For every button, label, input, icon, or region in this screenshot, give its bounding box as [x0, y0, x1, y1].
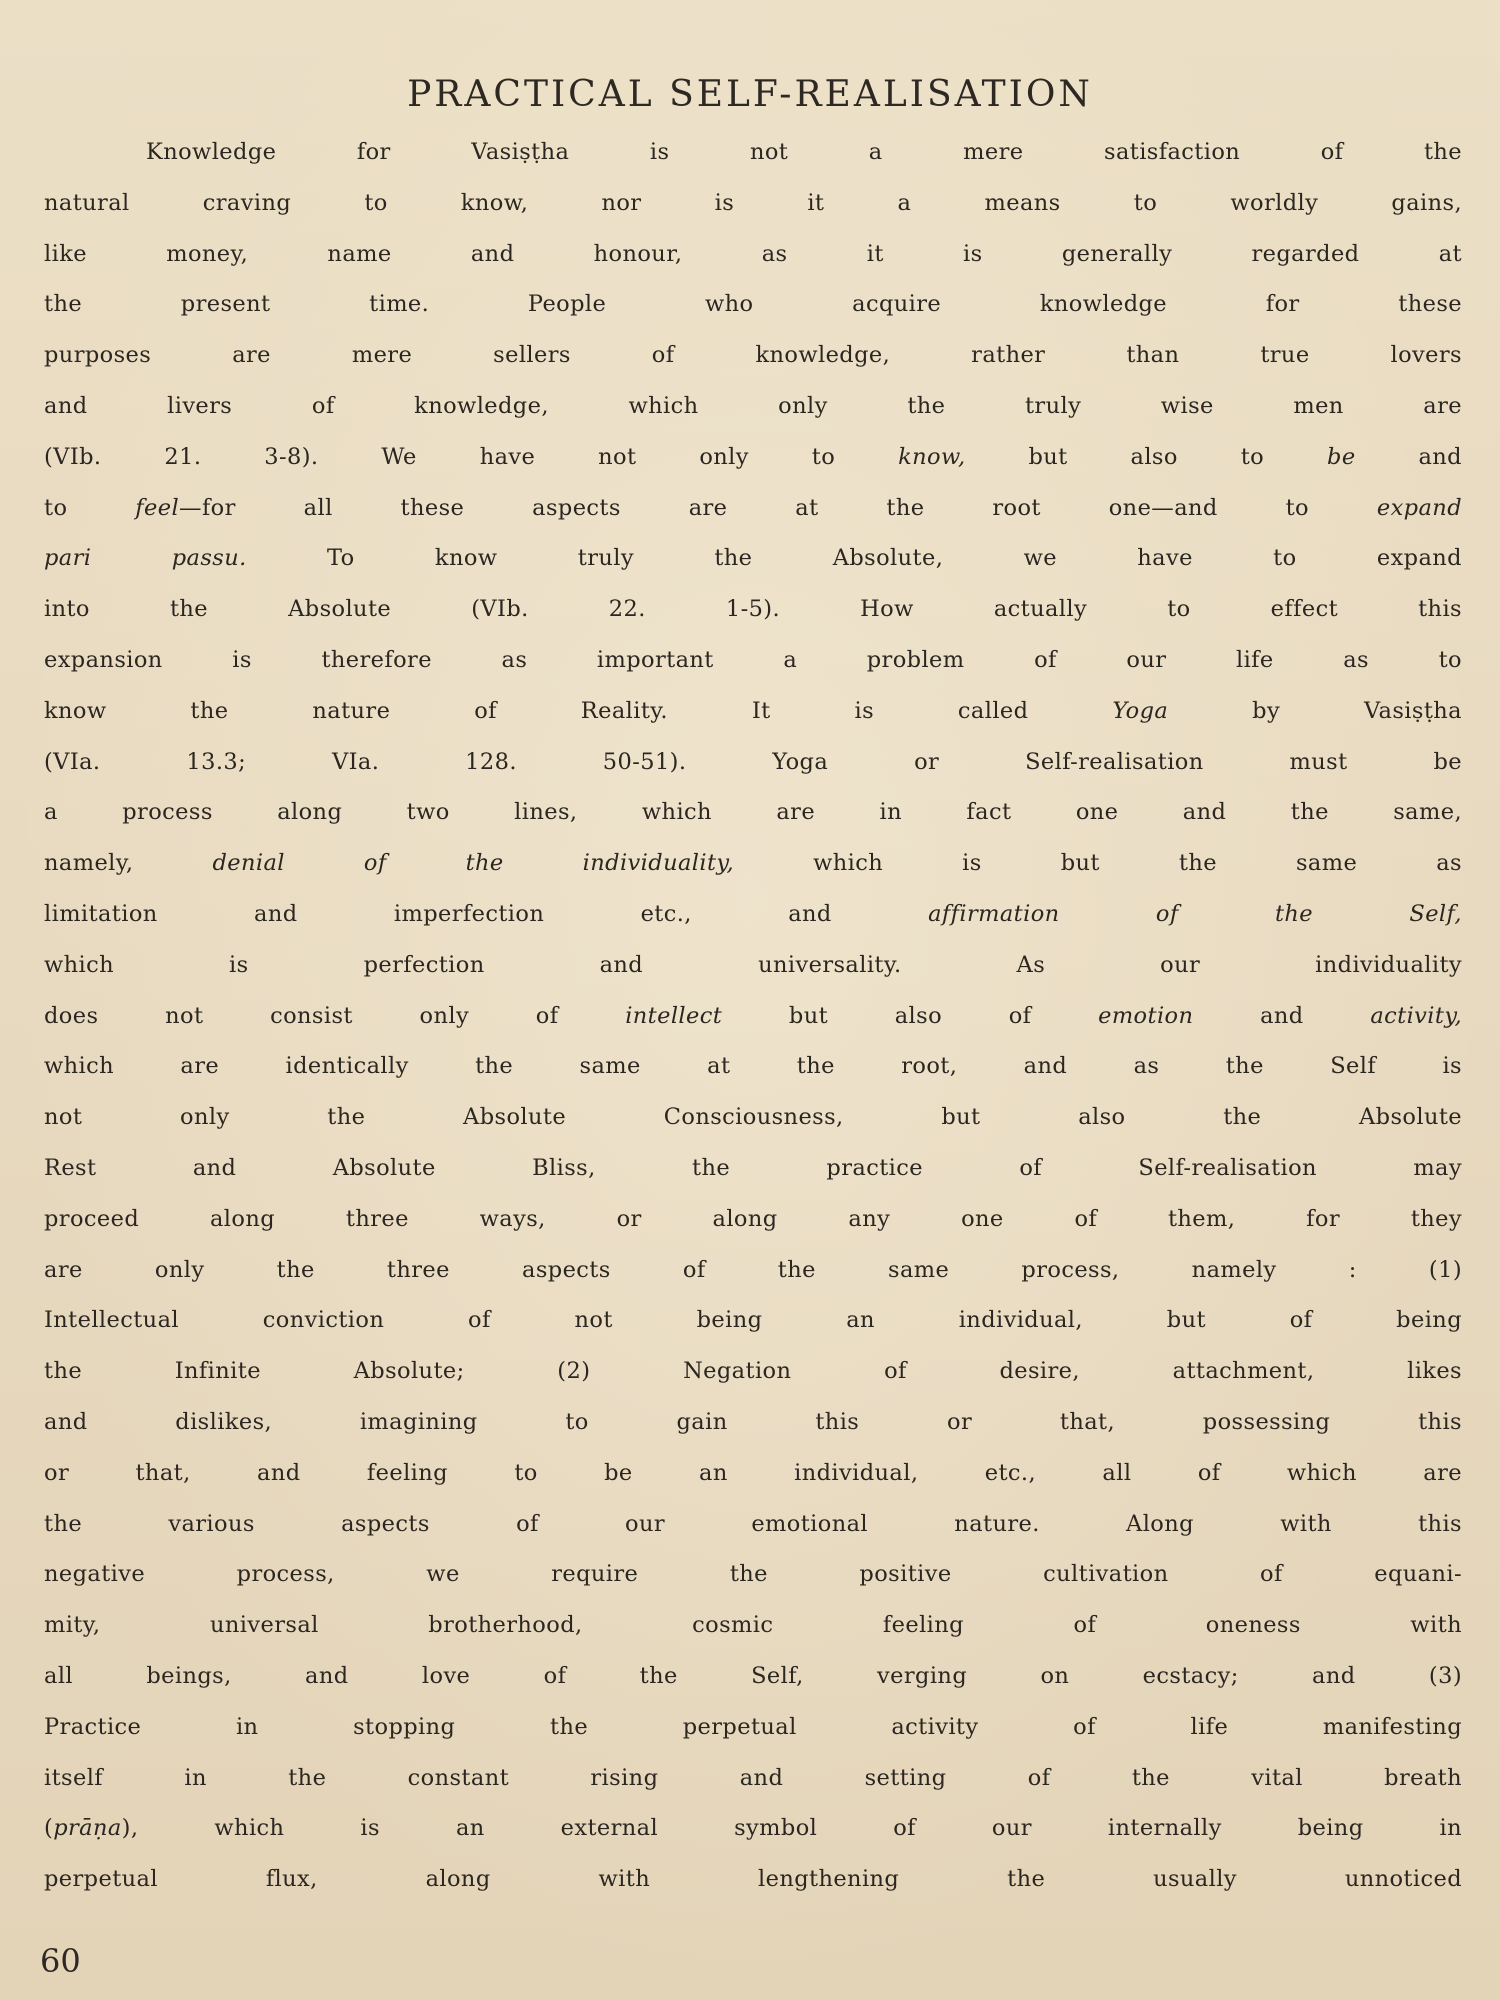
text-line: [44, 1549, 1462, 1600]
text-run: are only the three aspects of the same process, namely : (1): [44, 1256, 1462, 1283]
italic-term: emotion: [1098, 1002, 1194, 1029]
text-line: [44, 330, 1462, 381]
text-run: mity, universal brotherhood, cosmic feeling of oneness with: [44, 1612, 1462, 1639]
text-run: and: [1193, 1002, 1371, 1029]
text-run: but also of: [722, 1002, 1099, 1029]
text-run: and livers of knowledge, which only the truly wise men are: [44, 392, 1462, 419]
text-line: [44, 1143, 1462, 1194]
text-line: [44, 1702, 1462, 1753]
text-run: (VIa. 13.3; VIa. 128. 50-51). Yoga or Self-realisation must be: [44, 748, 1462, 775]
text-line: [44, 1245, 1462, 1296]
text-line: [44, 584, 1462, 635]
text-run: Rest and Absolute Bliss, the practice of Self-realisation may: [44, 1154, 1462, 1181]
italic-term: affirmation of the Self,: [928, 900, 1462, 927]
text-line: [44, 1397, 1462, 1448]
page-number: 60: [40, 1942, 81, 1980]
text-line: [44, 1092, 1462, 1143]
text-line: [44, 1753, 1462, 1804]
text-line: [44, 1448, 1462, 1499]
text-run: does not consist only of: [44, 1002, 626, 1029]
text-line: [44, 127, 1462, 178]
italic-term: pari passu.: [44, 545, 247, 572]
text-run: all beings, and love of the Self, verging on ecstacy; and (3): [44, 1662, 1462, 1689]
italic-term: Yoga: [1112, 697, 1169, 724]
text-line: [44, 1600, 1462, 1651]
text-run: Knowledge for Vasiṣṭha is not a mere satisfaction of the: [146, 139, 1462, 165]
text-run: the present time. People who acquire knowledge for these: [44, 291, 1462, 318]
text-line: [44, 533, 1462, 584]
text-run: into the Absolute (VIb. 22. 1-5). How actually to effect this: [44, 596, 1462, 623]
text-line: [44, 737, 1462, 788]
text-run: negative process, we require the positive cultivation of equani-: [44, 1561, 1462, 1588]
italic-term: activity,: [1370, 1002, 1462, 1029]
text-run: limitation and imperfection etc., and: [44, 900, 929, 927]
text-line: [44, 889, 1462, 940]
text-line: [44, 1295, 1462, 1346]
italic-term: denial of the individuality,: [212, 850, 735, 877]
running-header: PRACTICAL SELF-REALISATION: [407, 74, 1093, 115]
text-run: not only the Absolute Consciousness, but also the Absolute: [44, 1104, 1462, 1131]
text-run: (VIb. 21. 3-8). We have not only to: [44, 443, 899, 470]
italic-term: expand: [1376, 494, 1462, 521]
text-run: which is perfection and universality. As our individuality: [44, 951, 1462, 978]
text-run: the various aspects of our emotional nature. Along with this: [44, 1510, 1462, 1537]
text-line: [44, 1499, 1462, 1550]
text-line: [44, 381, 1462, 432]
text-line: [44, 940, 1462, 991]
text-line: [44, 1346, 1462, 1397]
italic-term: prāṇa: [53, 1815, 122, 1842]
text-line: [44, 686, 1462, 737]
text-run: perpetual flux, along with lengthening the usually unnoticed: [44, 1866, 1462, 1893]
text-run: and dislikes, imagining to gain this or that, possessing this: [44, 1408, 1462, 1435]
text-run: purposes are mere sellers of knowledge, rather than true lovers: [44, 342, 1462, 369]
italic-term: feel: [135, 494, 180, 521]
text-line: [44, 178, 1462, 229]
text-run: Practice in stopping the perpetual activity of life manifesting: [44, 1713, 1462, 1740]
text-line: [44, 229, 1462, 280]
text-line: [44, 432, 1462, 483]
text-line: [44, 1194, 1462, 1245]
text-line: [44, 787, 1462, 838]
text-run: a process along two lines, which are in fact one and the same,: [44, 799, 1462, 826]
text-run: To know truly the Absolute, we have to expand: [246, 545, 1462, 572]
italic-term: be: [1327, 443, 1356, 470]
text-run: which is but the same as: [734, 850, 1462, 877]
text-run: which are identically the same at the root, and as the Self is: [44, 1053, 1462, 1080]
text-line: [44, 279, 1462, 330]
body-paragraph: [44, 127, 1462, 1905]
text-run: by Vasiṣṭha: [1168, 697, 1462, 724]
text-line: [44, 483, 1462, 534]
text-run: and: [1355, 443, 1462, 470]
text-run: natural craving to know, nor is it a means to worldly gains,: [44, 189, 1462, 216]
italic-term: know,: [898, 443, 966, 470]
text-run: Intellectual conviction of not being an individual, but of being: [44, 1307, 1462, 1334]
italic-term: intellect: [625, 1002, 723, 1029]
text-run: ), which is an external symbol of our internally being in: [121, 1815, 1462, 1842]
text-line: [44, 838, 1462, 889]
text-line: [44, 1041, 1462, 1092]
text-run: (: [44, 1815, 54, 1842]
text-run: to: [44, 494, 136, 521]
text-line: [44, 1854, 1462, 1905]
text-line: [44, 635, 1462, 686]
text-run: or that, and feeling to be an individual, etc., all of which are: [44, 1459, 1462, 1486]
text-run: namely,: [44, 850, 213, 877]
text-line: [44, 991, 1462, 1042]
text-run: like money, name and honour, as it is generally regarded at: [44, 240, 1462, 267]
text-run: know the nature of Reality. It is called: [44, 697, 1113, 724]
text-line: [44, 1651, 1462, 1702]
text-run: proceed along three ways, or along any one of them, for they: [44, 1205, 1462, 1232]
text-run: —for all these aspects are at the root one—and to: [179, 494, 1377, 521]
text-run: expansion is therefore as important a problem of our life as to: [44, 646, 1462, 673]
text-run: but also to: [965, 443, 1328, 470]
text-run: the Infinite Absolute; (2) Negation of desire, attachment, likes: [44, 1358, 1462, 1385]
text-line: [44, 1803, 1462, 1854]
text-run: itself in the constant rising and setting of the vital breath: [44, 1764, 1462, 1791]
